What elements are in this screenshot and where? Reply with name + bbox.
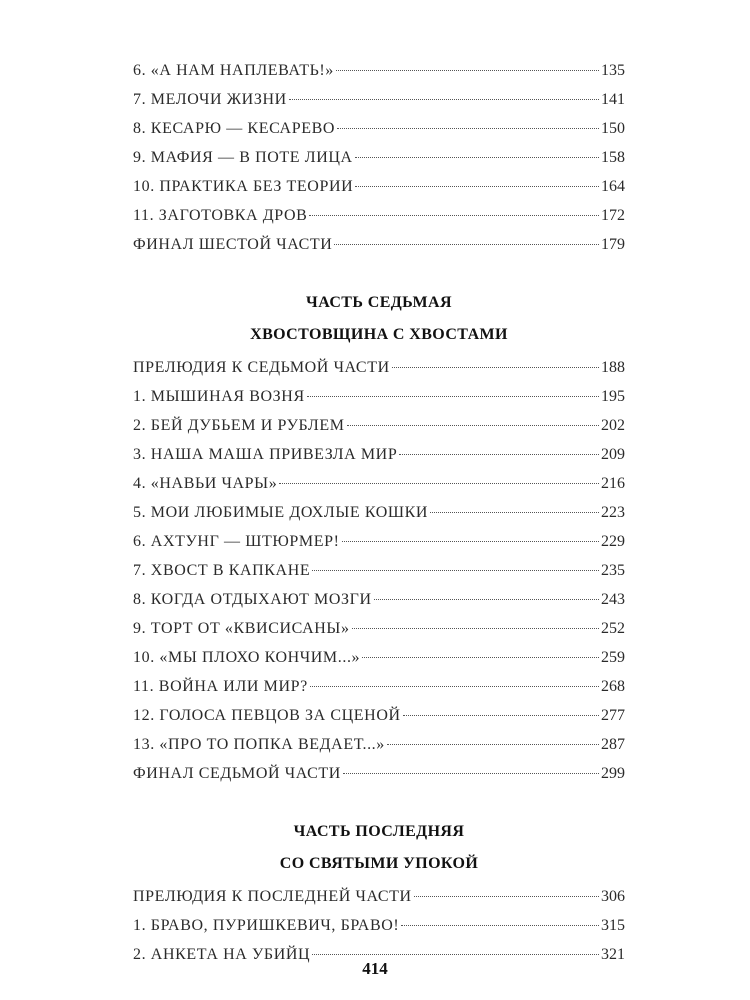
toc-entry bbox=[133, 707, 625, 736]
toc-entry bbox=[133, 765, 625, 794]
toc-entry-page: 252 bbox=[601, 620, 625, 637]
toc-entry-page: 235 bbox=[601, 562, 625, 579]
toc-entry-title: ПРЕЛЮДИЯ К СЕДЬМОЙ ЧАСТИ bbox=[133, 359, 390, 376]
toc-entry bbox=[133, 504, 625, 533]
toc-entry-title: ФИНАЛ ШЕСТОЙ ЧАСТИ bbox=[133, 236, 333, 253]
dot-leader bbox=[374, 599, 599, 600]
toc-entry bbox=[133, 736, 625, 765]
part-title: ЧАСТЬ СЕДЬМАЯ bbox=[306, 294, 452, 311]
toc-entry-title: 7. МЕЛОЧИ ЖИЗНИ bbox=[133, 91, 287, 108]
toc-entry-page: 216 bbox=[601, 475, 625, 492]
part-subtitle: СО СВЯТЫМИ УПОКОЙ bbox=[279, 855, 479, 872]
part-heading-block bbox=[133, 287, 625, 351]
toc-entry bbox=[133, 120, 625, 149]
toc-entry-title: ПРЕЛЮДИЯ К ПОСЛЕДНЕЙ ЧАСТИ bbox=[133, 888, 412, 905]
toc-entry-title: 5. МОИ ЛЮБИМЫЕ ДОХЛЫЕ КОШКИ bbox=[133, 504, 429, 521]
toc-entry-page: 188 bbox=[601, 359, 625, 376]
dot-leader bbox=[403, 715, 599, 716]
dot-leader bbox=[392, 367, 599, 368]
toc-entry-title: 1. МЫШИНАЯ ВОЗНЯ bbox=[133, 388, 305, 405]
toc-entry-page: 223 bbox=[601, 504, 625, 521]
toc-entry-page: 306 bbox=[601, 888, 625, 905]
toc-entry bbox=[133, 178, 625, 207]
toc-entry bbox=[133, 888, 625, 917]
table-of-contents bbox=[133, 62, 625, 975]
toc-entry bbox=[133, 591, 625, 620]
toc-entry-title: 10. ПРАКТИКА БЕЗ ТЕОРИИ bbox=[133, 178, 354, 195]
dot-leader bbox=[337, 128, 599, 129]
toc-entry-title: 1. БРАВО, ПУРИШКЕВИЧ, БРАВО! bbox=[133, 917, 400, 934]
toc-entry bbox=[133, 446, 625, 475]
toc-entry-title: 7. ХВОСТ В КАПКАНЕ bbox=[133, 562, 311, 579]
toc-entry bbox=[133, 91, 625, 120]
dot-leader bbox=[312, 570, 599, 571]
toc-entry bbox=[133, 649, 625, 678]
dot-leader bbox=[289, 99, 599, 100]
dot-leader bbox=[401, 925, 599, 926]
toc-entry-title: 12. ГОЛОСА ПЕВЦОВ ЗА СЦЕНОЙ bbox=[133, 707, 401, 724]
toc-entry-title: 2. АНКЕТА НА УБИЙЦ bbox=[133, 946, 311, 963]
toc-entry-title: 11. ВОЙНА ИЛИ МИР? bbox=[133, 678, 308, 695]
dot-leader bbox=[334, 244, 599, 245]
toc-entry bbox=[133, 359, 625, 388]
dot-leader bbox=[279, 483, 599, 484]
toc-entry bbox=[133, 917, 625, 946]
toc-entry-title: 8. КОГДА ОТДЫХАЮТ МОЗГИ bbox=[133, 591, 372, 608]
toc-entry-page: 195 bbox=[601, 388, 625, 405]
dot-leader bbox=[355, 186, 599, 187]
toc-entry-page: 209 bbox=[601, 446, 625, 463]
toc-entry-title: 11. ЗАГОТОВКА ДРОВ bbox=[133, 207, 308, 224]
toc-entry-title: 6. АХТУНГ — ШТЮРМЕР! bbox=[133, 533, 340, 550]
toc-entry-page: 135 bbox=[601, 62, 625, 79]
toc-entry-title: 6. «А НАМ НАПЛЕВАТЬ!» bbox=[133, 62, 334, 79]
toc-entry-page: 268 bbox=[601, 678, 625, 695]
toc-entry-page: 299 bbox=[601, 765, 625, 782]
toc-entry-page: 287 bbox=[601, 736, 625, 753]
toc-entry-page: 141 bbox=[601, 91, 625, 108]
toc-entry-title: 8. КЕСАРЮ — КЕСАРЕВО bbox=[133, 120, 335, 137]
dot-leader bbox=[347, 425, 599, 426]
toc-entry bbox=[133, 236, 625, 265]
dot-leader bbox=[352, 628, 599, 629]
toc-entry-page: 315 bbox=[601, 917, 625, 934]
page-number: 414 bbox=[362, 959, 388, 978]
dot-leader bbox=[312, 954, 599, 955]
toc-entry-page: 172 bbox=[601, 207, 625, 224]
dot-leader bbox=[387, 744, 599, 745]
toc-entry bbox=[133, 562, 625, 591]
toc-entry bbox=[133, 149, 625, 178]
toc-section-part-seven bbox=[133, 359, 625, 794]
toc-entry-page: 321 bbox=[601, 946, 625, 963]
dot-leader bbox=[355, 157, 599, 158]
toc-entry-title: ФИНАЛ СЕДЬМОЙ ЧАСТИ bbox=[133, 765, 341, 782]
toc-entry bbox=[133, 388, 625, 417]
toc-entry-page: 277 bbox=[601, 707, 625, 724]
toc-entry bbox=[133, 207, 625, 236]
toc-entry bbox=[133, 62, 625, 91]
toc-entry-page: 179 bbox=[601, 236, 625, 253]
toc-entry-page: 150 bbox=[601, 120, 625, 137]
part-title: ЧАСТЬ ПОСЛЕДНЯЯ bbox=[293, 823, 465, 840]
dot-leader bbox=[342, 541, 600, 542]
toc-section-part-six bbox=[133, 62, 625, 265]
toc-entry-title: 13. «ПРО ТО ПОПКА ВЕДАЕТ...» bbox=[133, 736, 385, 753]
dot-leader bbox=[414, 896, 599, 897]
dot-leader bbox=[309, 215, 599, 216]
part-heading-block bbox=[133, 816, 625, 880]
toc-entry-page: 243 bbox=[601, 591, 625, 608]
toc-entry-page: 158 bbox=[601, 149, 625, 166]
dot-leader bbox=[336, 70, 599, 71]
toc-entry-title: 9. МАФИЯ — В ПОТЕ ЛИЦА bbox=[133, 149, 353, 166]
toc-entry-title: 3. НАША МАША ПРИВЕЗЛА МИР bbox=[133, 446, 398, 463]
toc-entry-title: 2. БЕЙ ДУБЬЕМ И РУБЛЕМ bbox=[133, 417, 345, 434]
dot-leader bbox=[362, 657, 599, 658]
toc-entry-title: 9. ТОРТ ОТ «КВИСИСАНЫ» bbox=[133, 620, 350, 637]
dot-leader bbox=[399, 454, 599, 455]
toc-entry-page: 229 bbox=[601, 533, 625, 550]
toc-entry-page: 202 bbox=[601, 417, 625, 434]
toc-entry-title: 10. «МЫ ПЛОХО КОНЧИМ...» bbox=[133, 649, 361, 666]
toc-entry bbox=[133, 417, 625, 446]
dot-leader bbox=[307, 396, 599, 397]
dot-leader bbox=[430, 512, 599, 513]
toc-entry bbox=[133, 475, 625, 504]
part-subtitle: ХВОСТОВЩИНА С ХВОСТАМИ bbox=[250, 326, 508, 343]
toc-entry bbox=[133, 678, 625, 707]
dot-leader bbox=[343, 773, 599, 774]
dot-leader bbox=[310, 686, 599, 687]
toc-entry bbox=[133, 533, 625, 562]
toc-entry-title: 4. «НАВЬИ ЧАРЫ» bbox=[133, 475, 278, 492]
toc-entry-page: 259 bbox=[601, 649, 625, 666]
toc-entry bbox=[133, 620, 625, 649]
toc-entry-page: 164 bbox=[601, 178, 625, 195]
